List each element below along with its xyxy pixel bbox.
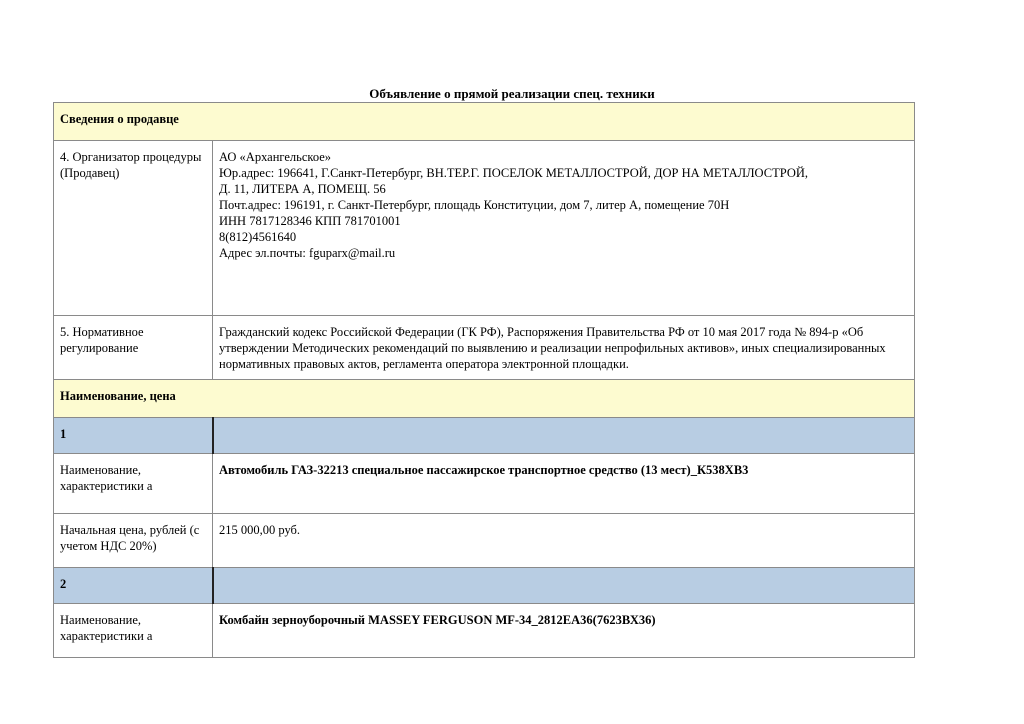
organizer-email: Адрес эл.почты: fguparx@mail.ru — [219, 246, 396, 260]
item-name-value: Комбайн зерноуборочный MASSEY FERGUSON MF-34_2812ЕА36(7623ВХ36) — [213, 604, 915, 658]
item-name-value: Автомобиль ГАЗ-32213 специальное пассажирское транспортное средство (13 мест)_К538ХВ3 — [213, 454, 915, 514]
organizer-row — [54, 141, 915, 316]
regulation-row — [54, 316, 915, 380]
organizer-legal-address: Юр.адрес: 196641, Г.Санкт-Петербург, ВН.ТЕР.Г. ПОСЕЛОК МЕТАЛЛОСТРОЙ, ДОР НА МЕТАЛЛОСТРОЙ, — [219, 166, 808, 180]
item-price-value: 215 000,00 руб. — [213, 514, 915, 568]
item-number: 2 — [54, 568, 213, 604]
item-name-label: Наименование, характеристики а — [54, 604, 213, 658]
item-name-label: Наименование, характеристики а — [54, 454, 213, 514]
item-price-row — [54, 514, 915, 568]
organizer-label: 4. Организатор процедуры (Продавец) — [54, 141, 213, 316]
seller-section-header: Сведения о продавце — [54, 103, 915, 141]
regulation-text: Гражданский кодекс Российской Федерации (ГК РФ), Распоряжения Правительства РФ от 10 мая 2017 года № 894-р «Об утверждении Методических рекомендаций по выявлению и реализации непрофильных активов», иных специализированных нормативных правовых актов, регламента оператора электронной площадки. — [213, 316, 915, 380]
organizer-inn-kpp: ИНН 7817128346 КПП 781701001 — [219, 214, 401, 228]
item-number-row — [54, 568, 915, 604]
name-price-section-header-row — [54, 380, 915, 418]
item-number-row — [54, 418, 915, 454]
regulation-label: 5. Нормативное регулирование — [54, 316, 213, 380]
item-price-label: Начальная цена, рублей (с учетом НДС 20%) — [54, 514, 213, 568]
item-name-row — [54, 604, 915, 658]
organizer-details — [213, 141, 915, 316]
name-price-section-header: Наименование, цена — [54, 380, 915, 418]
document-title: Объявление о прямой реализации спец. техники — [369, 86, 655, 101]
organizer-legal-address-cont: Д. 11, ЛИТЕРА А, ПОМЕЩ. 56 — [219, 182, 386, 196]
item-number-blank — [213, 418, 915, 454]
announcement-table — [53, 102, 915, 658]
organizer-postal-address: Почт.адрес: 196191, г. Санкт-Петербург, площадь Конституции, дом 7, литер А, помещение 70Н — [219, 198, 730, 212]
item-name-row — [54, 454, 915, 514]
organizer-company: АО «Архангельское» — [219, 150, 332, 164]
seller-section-header-row — [54, 103, 915, 141]
item-number: 1 — [54, 418, 213, 454]
organizer-phone: 8(812)4561640 — [219, 230, 297, 244]
item-number-blank — [213, 568, 915, 604]
